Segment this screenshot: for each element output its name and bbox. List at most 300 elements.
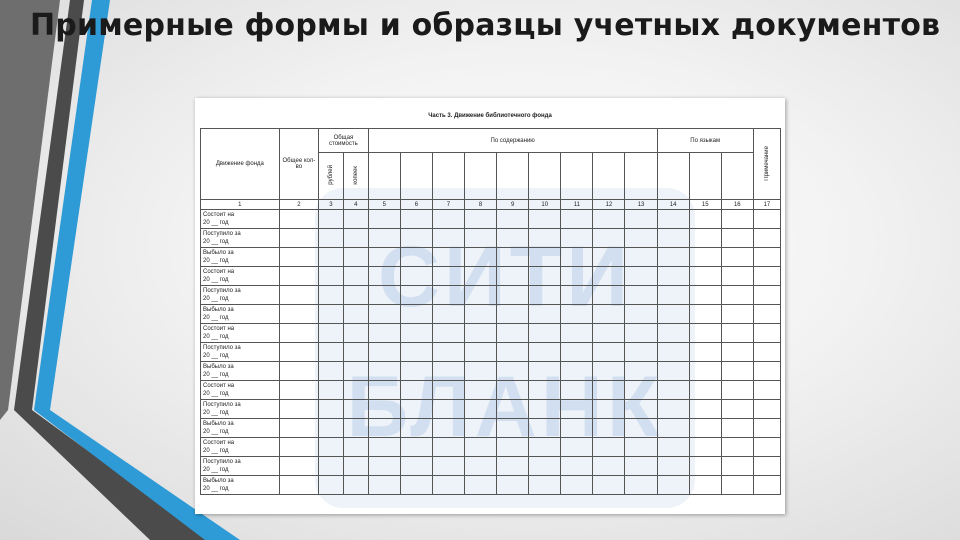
row-label-text: Состоит на bbox=[203, 212, 235, 218]
column-number: 6 bbox=[400, 200, 432, 210]
table-cell bbox=[529, 343, 561, 362]
table-cell bbox=[753, 400, 780, 419]
table-cell bbox=[400, 476, 432, 495]
table-cell bbox=[721, 457, 753, 476]
table-cell bbox=[497, 400, 529, 419]
table-cell bbox=[561, 210, 593, 229]
row-label-text: Выбыло за bbox=[203, 250, 234, 256]
row-label-year: 20 __ год bbox=[203, 277, 229, 283]
row-label-year: 20 __ год bbox=[203, 486, 229, 492]
column-number: 11 bbox=[561, 200, 593, 210]
row-label-text: Состоит на bbox=[203, 326, 235, 332]
col-note-label: Примечание bbox=[763, 145, 770, 181]
table-cell bbox=[279, 400, 318, 419]
table-cell bbox=[432, 305, 464, 324]
table-row bbox=[201, 457, 781, 476]
table-cell bbox=[561, 362, 593, 381]
table-cell bbox=[368, 381, 400, 400]
table-cell bbox=[497, 457, 529, 476]
row-label-text: Состоит на bbox=[203, 269, 235, 275]
table-cell bbox=[753, 457, 780, 476]
table-row bbox=[201, 286, 781, 305]
table-cell bbox=[593, 210, 625, 229]
table-cell bbox=[561, 457, 593, 476]
table-cell bbox=[497, 267, 529, 286]
row-label bbox=[201, 229, 280, 248]
table-cell bbox=[319, 305, 344, 324]
table-cell bbox=[689, 286, 721, 305]
blank-sub-col bbox=[432, 153, 464, 200]
table-cell bbox=[465, 305, 497, 324]
table-cell bbox=[657, 210, 689, 229]
table-cell bbox=[625, 419, 657, 438]
table-cell bbox=[625, 210, 657, 229]
column-number: 7 bbox=[432, 200, 464, 210]
column-number: 17 bbox=[753, 200, 780, 210]
col-total-cost: Общая стоимость bbox=[319, 129, 369, 153]
row-label bbox=[201, 248, 280, 267]
table-cell bbox=[368, 286, 400, 305]
table-cell bbox=[343, 400, 368, 419]
table-cell bbox=[657, 419, 689, 438]
table-cell bbox=[753, 324, 780, 343]
row-label-text: Поступило за bbox=[203, 345, 241, 351]
column-number: 16 bbox=[721, 200, 753, 210]
table-cell bbox=[689, 305, 721, 324]
table-cell bbox=[721, 419, 753, 438]
table-cell bbox=[529, 457, 561, 476]
row-label-year: 20 __ год bbox=[203, 448, 229, 454]
table-cell bbox=[689, 267, 721, 286]
table-cell bbox=[319, 229, 344, 248]
table-cell bbox=[753, 381, 780, 400]
table-cell bbox=[279, 305, 318, 324]
table-cell bbox=[753, 362, 780, 381]
table-cell bbox=[319, 248, 344, 267]
table-cell bbox=[465, 286, 497, 305]
blank-sub-col bbox=[465, 153, 497, 200]
table-cell bbox=[400, 267, 432, 286]
column-number-row bbox=[201, 200, 781, 210]
col-kopecks-label: копеек bbox=[352, 165, 359, 185]
table-cell bbox=[721, 476, 753, 495]
table-cell bbox=[432, 210, 464, 229]
blank-sub-col bbox=[368, 153, 400, 200]
col-movement: Движение фонда bbox=[201, 129, 280, 200]
table-cell bbox=[343, 229, 368, 248]
table-cell bbox=[432, 248, 464, 267]
table-cell bbox=[753, 210, 780, 229]
table-cell bbox=[657, 248, 689, 267]
column-number: 4 bbox=[343, 200, 368, 210]
row-label bbox=[201, 419, 280, 438]
row-label-year: 20 __ год bbox=[203, 334, 229, 340]
table-cell bbox=[657, 457, 689, 476]
table-cell bbox=[497, 286, 529, 305]
table-cell bbox=[368, 210, 400, 229]
row-label bbox=[201, 438, 280, 457]
table-cell bbox=[465, 419, 497, 438]
table-cell bbox=[400, 419, 432, 438]
table-cell bbox=[721, 229, 753, 248]
table-cell bbox=[593, 324, 625, 343]
table-cell bbox=[368, 324, 400, 343]
table-cell bbox=[432, 419, 464, 438]
column-number: 15 bbox=[689, 200, 721, 210]
table-cell bbox=[753, 286, 780, 305]
table-cell bbox=[721, 343, 753, 362]
row-label-text: Выбыло за bbox=[203, 364, 234, 370]
table-cell bbox=[561, 476, 593, 495]
column-number: 2 bbox=[279, 200, 318, 210]
table-cell bbox=[343, 343, 368, 362]
table-cell bbox=[343, 286, 368, 305]
table-cell bbox=[400, 362, 432, 381]
table-row bbox=[201, 419, 781, 438]
table-cell bbox=[319, 362, 344, 381]
table-cell bbox=[319, 286, 344, 305]
table-cell bbox=[657, 362, 689, 381]
table-cell bbox=[721, 362, 753, 381]
table-cell bbox=[689, 343, 721, 362]
row-label bbox=[201, 267, 280, 286]
table-cell bbox=[400, 286, 432, 305]
table-cell bbox=[497, 343, 529, 362]
table-cell bbox=[721, 324, 753, 343]
row-label-year: 20 __ год bbox=[203, 315, 229, 321]
table-cell bbox=[753, 267, 780, 286]
table-cell bbox=[465, 210, 497, 229]
table-cell bbox=[400, 343, 432, 362]
row-label-text: Выбыло за bbox=[203, 307, 234, 313]
table-cell bbox=[529, 248, 561, 267]
table-cell bbox=[465, 248, 497, 267]
table-cell bbox=[657, 381, 689, 400]
table-cell bbox=[497, 476, 529, 495]
blank-sub-col bbox=[593, 153, 625, 200]
document-image bbox=[195, 98, 785, 514]
row-label-year: 20 __ год bbox=[203, 239, 229, 245]
table-cell bbox=[529, 267, 561, 286]
table-row bbox=[201, 248, 781, 267]
table-cell bbox=[368, 419, 400, 438]
table-cell bbox=[432, 381, 464, 400]
table-cell bbox=[593, 286, 625, 305]
table-cell bbox=[400, 400, 432, 419]
fund-movement-table bbox=[200, 128, 781, 495]
table-cell bbox=[432, 229, 464, 248]
table-cell bbox=[400, 457, 432, 476]
table-cell bbox=[432, 400, 464, 419]
col-note bbox=[753, 129, 780, 200]
row-label-year: 20 __ год bbox=[203, 258, 229, 264]
table-cell bbox=[279, 267, 318, 286]
table-cell bbox=[368, 438, 400, 457]
table-cell bbox=[368, 400, 400, 419]
table-cell bbox=[753, 419, 780, 438]
table-cell bbox=[657, 267, 689, 286]
table-cell bbox=[529, 381, 561, 400]
table-cell bbox=[753, 229, 780, 248]
table-cell bbox=[465, 381, 497, 400]
table-cell bbox=[561, 381, 593, 400]
blank-sub-col bbox=[721, 153, 753, 200]
table-cell bbox=[465, 400, 497, 419]
blank-sub-col bbox=[625, 153, 657, 200]
table-cell bbox=[529, 476, 561, 495]
table-cell bbox=[400, 324, 432, 343]
table-cell bbox=[593, 267, 625, 286]
table-cell bbox=[529, 286, 561, 305]
row-label bbox=[201, 381, 280, 400]
table-cell bbox=[561, 286, 593, 305]
table-row bbox=[201, 305, 781, 324]
slide-title: Примерные формы и образцы учетных документов bbox=[30, 8, 941, 43]
table-row bbox=[201, 210, 781, 229]
watermark-line-1: СИТИ bbox=[377, 229, 633, 325]
col-rubles-label: рублей bbox=[327, 165, 334, 185]
table-cell bbox=[721, 248, 753, 267]
table-body bbox=[201, 210, 781, 495]
table-cell bbox=[593, 305, 625, 324]
watermark-line-2: БЛАНК bbox=[346, 359, 664, 455]
table-cell bbox=[319, 419, 344, 438]
table-cell bbox=[432, 343, 464, 362]
column-number: 8 bbox=[465, 200, 497, 210]
table-cell bbox=[689, 381, 721, 400]
row-label-year: 20 __ год bbox=[203, 429, 229, 435]
table-cell bbox=[753, 343, 780, 362]
table-cell bbox=[625, 248, 657, 267]
table-cell bbox=[561, 419, 593, 438]
table-cell bbox=[343, 476, 368, 495]
table-cell bbox=[753, 305, 780, 324]
table-cell bbox=[689, 324, 721, 343]
table-cell bbox=[432, 286, 464, 305]
table-cell bbox=[319, 400, 344, 419]
row-label bbox=[201, 324, 280, 343]
table-cell bbox=[625, 305, 657, 324]
table-cell bbox=[689, 419, 721, 438]
table-cell bbox=[368, 457, 400, 476]
table-cell bbox=[721, 210, 753, 229]
table-cell bbox=[529, 305, 561, 324]
column-number: 9 bbox=[497, 200, 529, 210]
table-cell bbox=[529, 324, 561, 343]
col-by-content: По содержанию bbox=[368, 129, 657, 153]
table-cell bbox=[721, 438, 753, 457]
table-cell bbox=[343, 210, 368, 229]
table-cell bbox=[368, 476, 400, 495]
table-cell bbox=[279, 381, 318, 400]
table-cell bbox=[753, 438, 780, 457]
blank-sub-col bbox=[561, 153, 593, 200]
table-cell bbox=[561, 343, 593, 362]
row-label bbox=[201, 286, 280, 305]
table-cell bbox=[593, 457, 625, 476]
table-cell bbox=[593, 381, 625, 400]
table-cell bbox=[625, 362, 657, 381]
column-number: 14 bbox=[657, 200, 689, 210]
table-cell bbox=[319, 381, 344, 400]
table-cell bbox=[625, 476, 657, 495]
table-cell bbox=[279, 210, 318, 229]
table-row bbox=[201, 381, 781, 400]
blank-sub-col bbox=[497, 153, 529, 200]
table-cell bbox=[319, 457, 344, 476]
table-cell bbox=[465, 476, 497, 495]
row-label bbox=[201, 400, 280, 419]
table-cell bbox=[657, 400, 689, 419]
row-label bbox=[201, 305, 280, 324]
table-cell bbox=[465, 362, 497, 381]
column-number: 13 bbox=[625, 200, 657, 210]
table-cell bbox=[625, 381, 657, 400]
table-cell bbox=[279, 286, 318, 305]
table-cell bbox=[561, 267, 593, 286]
table-cell bbox=[343, 324, 368, 343]
table-cell bbox=[625, 286, 657, 305]
table-cell bbox=[689, 457, 721, 476]
table-cell bbox=[497, 305, 529, 324]
table-cell bbox=[689, 438, 721, 457]
table-cell bbox=[343, 381, 368, 400]
table-cell bbox=[400, 229, 432, 248]
column-number: 1 bbox=[201, 200, 280, 210]
table-cell bbox=[497, 229, 529, 248]
row-label-text: Выбыло за bbox=[203, 421, 234, 427]
table-cell bbox=[657, 305, 689, 324]
table-row bbox=[201, 267, 781, 286]
row-label-text: Состоит на bbox=[203, 383, 235, 389]
table-cell bbox=[319, 210, 344, 229]
table-cell bbox=[657, 343, 689, 362]
table-cell bbox=[319, 343, 344, 362]
table-cell bbox=[529, 210, 561, 229]
table-cell bbox=[497, 248, 529, 267]
table-cell bbox=[368, 362, 400, 381]
column-number: 3 bbox=[319, 200, 344, 210]
table-cell bbox=[343, 267, 368, 286]
table-cell bbox=[432, 324, 464, 343]
table-cell bbox=[657, 438, 689, 457]
table-cell bbox=[400, 381, 432, 400]
table-cell bbox=[657, 229, 689, 248]
blank-sub-col bbox=[529, 153, 561, 200]
col-kopecks bbox=[343, 153, 368, 200]
table-cell bbox=[279, 476, 318, 495]
table-cell bbox=[465, 267, 497, 286]
row-label-year: 20 __ год bbox=[203, 220, 229, 226]
table-cell bbox=[657, 476, 689, 495]
column-number: 10 bbox=[529, 200, 561, 210]
table-cell bbox=[689, 248, 721, 267]
document-header: Часть 3. Движение библиотечного фонда bbox=[428, 113, 552, 119]
table-cell bbox=[497, 419, 529, 438]
table-cell bbox=[432, 457, 464, 476]
column-number: 5 bbox=[368, 200, 400, 210]
table-cell bbox=[400, 305, 432, 324]
blank-sub-col bbox=[657, 153, 689, 200]
table-cell bbox=[279, 324, 318, 343]
table-cell bbox=[529, 400, 561, 419]
table-cell bbox=[368, 248, 400, 267]
table-cell bbox=[529, 229, 561, 248]
table-cell bbox=[561, 305, 593, 324]
table-cell bbox=[279, 438, 318, 457]
table-cell bbox=[721, 381, 753, 400]
row-label bbox=[201, 476, 280, 495]
table-cell bbox=[343, 248, 368, 267]
table-cell bbox=[343, 438, 368, 457]
row-label-year: 20 __ год bbox=[203, 410, 229, 416]
table-cell bbox=[689, 210, 721, 229]
table-cell bbox=[657, 286, 689, 305]
table-cell bbox=[368, 267, 400, 286]
table-cell bbox=[721, 267, 753, 286]
header-row-1 bbox=[201, 129, 781, 153]
table-cell bbox=[625, 343, 657, 362]
table-cell bbox=[593, 400, 625, 419]
table-cell bbox=[561, 438, 593, 457]
table-cell bbox=[279, 343, 318, 362]
table-cell bbox=[343, 362, 368, 381]
table-row bbox=[201, 400, 781, 419]
table-cell bbox=[432, 476, 464, 495]
table-cell bbox=[529, 419, 561, 438]
table-cell bbox=[319, 324, 344, 343]
row-label bbox=[201, 210, 280, 229]
table-cell bbox=[721, 286, 753, 305]
table-cell bbox=[343, 419, 368, 438]
table-cell bbox=[561, 248, 593, 267]
table-cell bbox=[497, 381, 529, 400]
table-cell bbox=[497, 362, 529, 381]
table-cell bbox=[689, 362, 721, 381]
table-cell bbox=[561, 229, 593, 248]
table-cell bbox=[400, 438, 432, 457]
table-row bbox=[201, 229, 781, 248]
row-label bbox=[201, 362, 280, 381]
table-cell bbox=[400, 248, 432, 267]
table-cell bbox=[689, 229, 721, 248]
table-cell bbox=[625, 324, 657, 343]
table-cell bbox=[689, 400, 721, 419]
table-cell bbox=[593, 343, 625, 362]
table-cell bbox=[279, 457, 318, 476]
table-cell bbox=[465, 229, 497, 248]
table-row bbox=[201, 324, 781, 343]
row-label-year: 20 __ год bbox=[203, 372, 229, 378]
table-cell bbox=[721, 305, 753, 324]
table-cell bbox=[343, 457, 368, 476]
row-label-text: Выбыло за bbox=[203, 478, 234, 484]
table-cell bbox=[721, 400, 753, 419]
table-cell bbox=[561, 400, 593, 419]
table-cell bbox=[432, 438, 464, 457]
table-cell bbox=[465, 324, 497, 343]
table-cell bbox=[465, 457, 497, 476]
table-cell bbox=[319, 267, 344, 286]
table-cell bbox=[279, 419, 318, 438]
table-cell bbox=[689, 476, 721, 495]
table-cell bbox=[593, 362, 625, 381]
table-row bbox=[201, 438, 781, 457]
column-number: 12 bbox=[593, 200, 625, 210]
table-cell bbox=[561, 324, 593, 343]
table-row bbox=[201, 362, 781, 381]
row-label-year: 20 __ год bbox=[203, 353, 229, 359]
